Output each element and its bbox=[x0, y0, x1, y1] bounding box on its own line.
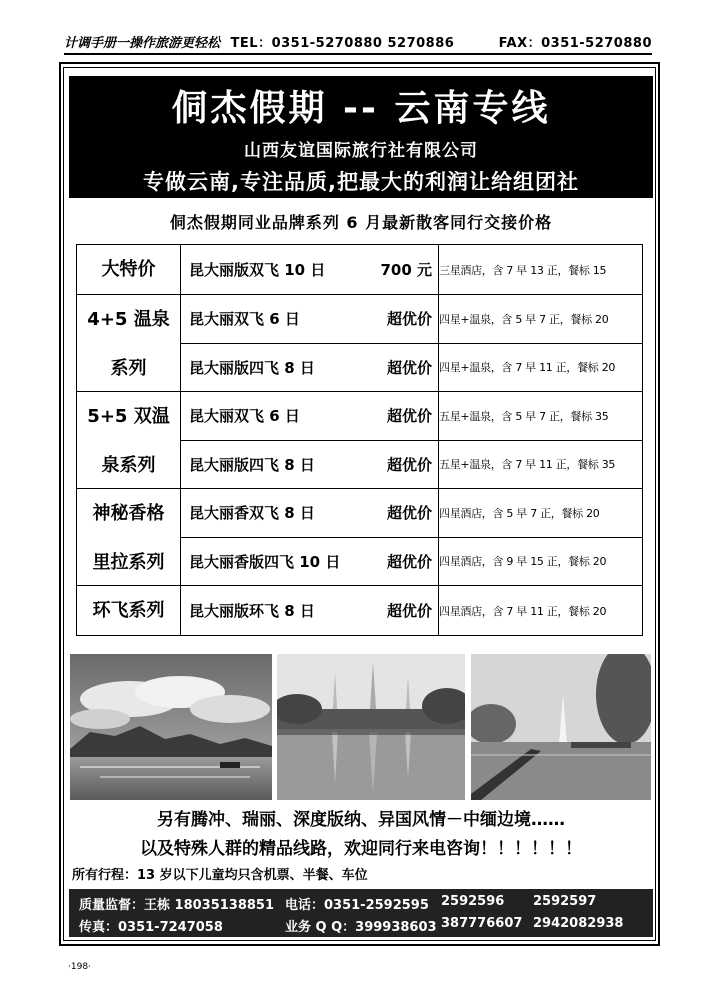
route-cell bbox=[181, 586, 439, 636]
promo-line-1: 另有腾冲、瑞丽、深度版纳、异国风情－中缅边境…… bbox=[157, 810, 565, 830]
top-fax: FAX：0351-5270880 bbox=[498, 36, 652, 51]
route-note: 五星+温泉，含 5 早 7 正，餐标 35 bbox=[439, 392, 643, 441]
route-name: 昆大丽版四飞 8 日 bbox=[189, 455, 315, 474]
category-cell bbox=[77, 586, 181, 636]
category-label: 泉系列 bbox=[101, 455, 156, 476]
fax-number: 传真：0351-7247058 bbox=[79, 920, 223, 935]
phone-number-3: 2592597 bbox=[533, 894, 597, 909]
phone-number: 电话：0351-2592595 bbox=[285, 898, 429, 913]
qq-number-2: 387776607 bbox=[441, 916, 523, 931]
category-label: 4+5 温泉 bbox=[87, 309, 170, 330]
route-name: 昆大丽版环飞 8 日 bbox=[189, 602, 315, 620]
handbook-slogan: 计调手册一操作旅游更轻松 bbox=[64, 36, 221, 51]
category-label: 里拉系列 bbox=[92, 552, 165, 573]
route-note: 四星酒店，含 5 早 7 正，餐标 20 bbox=[439, 489, 643, 538]
route-cell bbox=[181, 343, 439, 392]
route-name: 昆大丽双飞 6 日 bbox=[189, 407, 300, 426]
table-row bbox=[77, 295, 643, 344]
table-row bbox=[77, 489, 643, 538]
route-price: 超优价 bbox=[386, 455, 432, 474]
lake-mountain-photo bbox=[70, 654, 272, 800]
route-cell bbox=[181, 392, 439, 441]
category-cell bbox=[77, 295, 181, 392]
table-row bbox=[77, 245, 643, 295]
route-price: 超优价 bbox=[386, 310, 432, 329]
route-price: 超优价 bbox=[386, 358, 432, 377]
top-bar bbox=[64, 35, 652, 55]
route-cell bbox=[181, 295, 439, 344]
phone-number-2: 2592596 bbox=[441, 894, 505, 909]
table-row bbox=[77, 392, 643, 441]
itinerary-note: 所有行程：13 岁以下儿童均只含机票、半餐、车位 bbox=[72, 868, 368, 883]
route-price: 超优价 bbox=[386, 504, 432, 523]
category-cell bbox=[77, 392, 181, 489]
route-note: 三星酒店，含 7 早 13 正，餐标 15 bbox=[439, 245, 643, 295]
top-tel: TEL：0351-5270880 5270886 bbox=[230, 36, 455, 51]
route-price: 超优价 bbox=[386, 552, 432, 571]
category-cell bbox=[77, 245, 181, 295]
table-row bbox=[77, 586, 643, 636]
route-name: 昆大丽版四飞 8 日 bbox=[189, 358, 315, 377]
route-note: 四星+温泉，含 5 早 7 正，餐标 20 bbox=[439, 295, 643, 344]
category-label: 环飞系列 bbox=[92, 600, 165, 621]
route-name: 昆大丽版双飞 10 日 bbox=[189, 261, 326, 279]
company-name: 山西友谊国际旅行社有限公司 bbox=[244, 141, 478, 161]
route-note: 四星酒店，含 7 早 11 正，餐标 20 bbox=[439, 586, 643, 636]
route-note: 五星+温泉，含 7 早 11 正，餐标 35 bbox=[439, 440, 643, 489]
route-name: 昆大丽双飞 6 日 bbox=[189, 310, 300, 329]
company-slogan: 专做云南,专注品质,把最大的利润让给组团社 bbox=[143, 170, 579, 194]
category-label: 5+5 双温 bbox=[87, 406, 170, 427]
route-cell bbox=[181, 245, 439, 295]
three-pagodas-photo bbox=[277, 654, 465, 800]
route-cell bbox=[181, 489, 439, 538]
promo-line-2: 以及特殊人群的精品线路，欢迎同行来电咨询！！！！！！ bbox=[140, 839, 582, 859]
category-label: 神秘香格 bbox=[92, 503, 165, 524]
qq-number-3: 2942082938 bbox=[533, 916, 624, 931]
lake-bridge-photo bbox=[471, 654, 651, 800]
page-title: 侗杰假期 -- 云南专线 bbox=[171, 88, 551, 129]
route-price: 700 元 bbox=[380, 261, 432, 279]
route-name: 昆大丽香版四飞 10 日 bbox=[189, 552, 341, 571]
category-label: 大特价 bbox=[101, 259, 156, 280]
route-price: 超优价 bbox=[386, 407, 432, 426]
route-price: 超优价 bbox=[386, 602, 432, 620]
route-cell bbox=[181, 537, 439, 586]
price-subtitle: 侗杰假期同业品牌系列 6 月最新散客同行交接价格 bbox=[169, 213, 553, 232]
route-name: 昆大丽香双飞 8 日 bbox=[189, 504, 315, 523]
route-note: 四星+温泉，含 7 早 11 正，餐标 20 bbox=[439, 343, 643, 392]
contact-footer bbox=[69, 889, 653, 937]
category-label: 系列 bbox=[110, 358, 147, 379]
page-number: ·198· bbox=[68, 962, 91, 972]
quality-supervisor: 质量监督：王栋 18035138851 bbox=[79, 898, 275, 913]
route-cell bbox=[181, 440, 439, 489]
header-banner bbox=[69, 76, 653, 198]
price-table bbox=[76, 244, 643, 636]
route-note: 四星酒店，含 9 早 15 正，餐标 20 bbox=[439, 537, 643, 586]
qq-number: 业务 Q Q：399938603 bbox=[285, 920, 437, 935]
category-cell bbox=[77, 489, 181, 586]
